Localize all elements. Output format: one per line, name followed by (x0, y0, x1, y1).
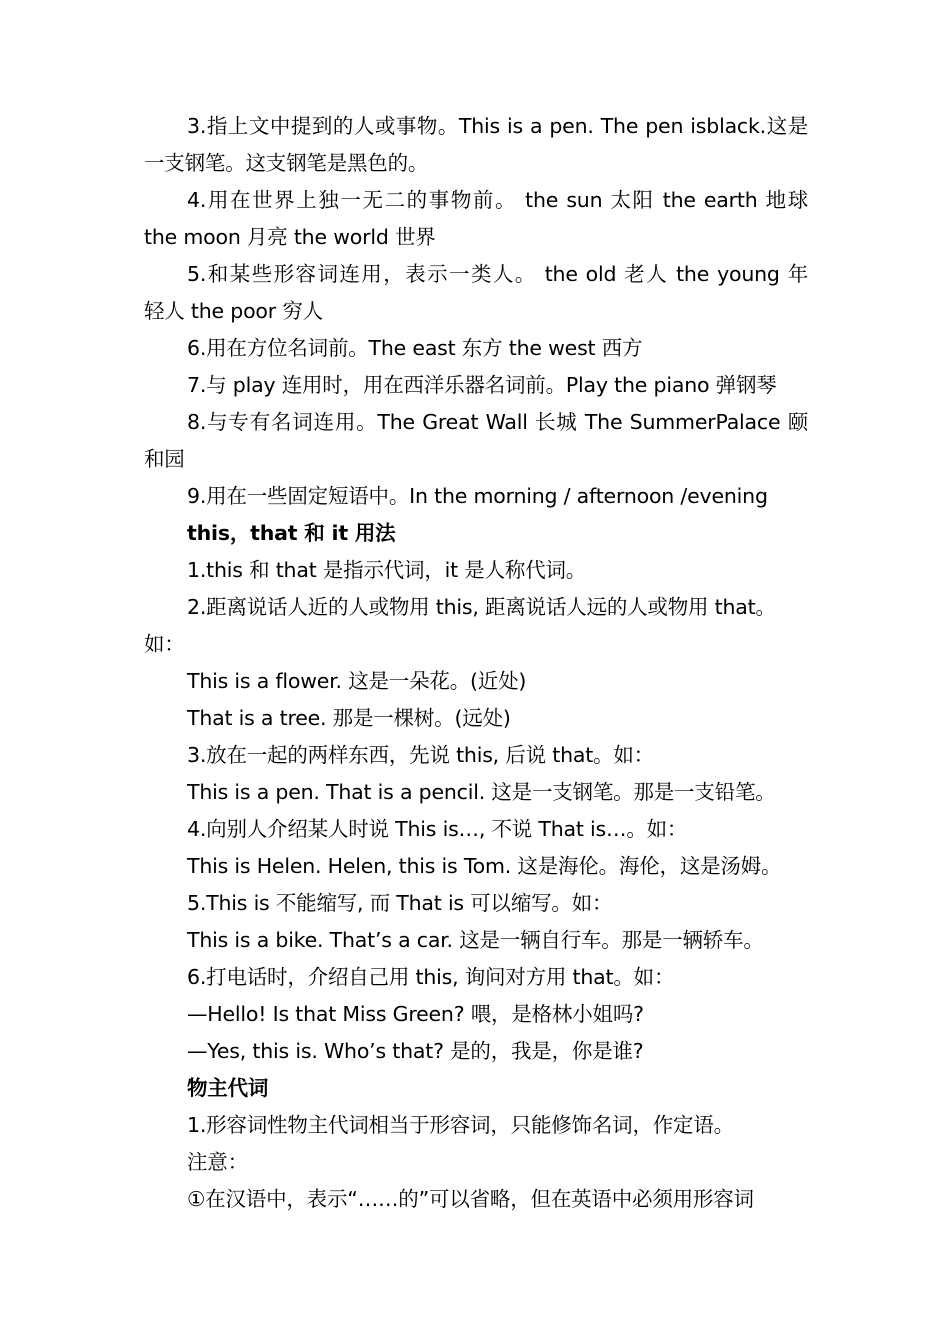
text-line: That is a tree. 那是一棵树。(远处) (187, 706, 511, 730)
text-line: 5.和某些形容词连用，表示一类人。 the old 老人 the young 年 (187, 262, 808, 286)
text-line: 注意： (187, 1150, 248, 1174)
text-line: 3.放在一起的两样东西，先说 this, 后说 that。如： (187, 743, 654, 767)
text-line: 4.向别人介绍某人时说 This is…, 不说 That is…。如： (187, 817, 688, 841)
text-line: 3.指上文中提到的人或事物。This is a pen. The pen isblack.这是 (187, 114, 808, 138)
text-line: 如： (144, 632, 185, 656)
text-line: This is a flower. 这是一朵花。(近处) (187, 669, 527, 693)
text-line: 7.与 play 连用时，用在西洋乐器名词前。Play the piano 弹钢琴 (187, 373, 777, 397)
text-line: 1.形容词性物主代词相当于形容词，只能修饰名词，作定语。 (187, 1113, 734, 1137)
text-line: 一支钢笔。这支钢笔是黑色的。 (144, 151, 429, 175)
text-line: ①在汉语中，表示“……的”可以省略，但在英语中必须用形容词 (187, 1187, 754, 1211)
text-line: 1.this 和 that 是指示代词，it 是人称代词。 (187, 558, 587, 582)
text-line: 6.用在方位名词前。The east 东方 the west 西方 (187, 336, 643, 360)
document-page (144, 108, 808, 1218)
section-heading: 物主代词 (187, 1076, 269, 1100)
text-line: This is a bike. That’s a car. 这是一辆自行车。那是一辆轿车。 (187, 928, 764, 952)
text-line: This is Helen. Helen, this is Tom. 这是海伦。海伦，这是汤姆。 (187, 854, 782, 878)
text-line: the moon 月亮 the world 世界 (144, 225, 436, 249)
text-line: 2.距离说话人近的人或物用 this, 距离说话人远的人或物用 that。 (187, 595, 776, 619)
text-line: 轻人 the poor 穷人 (144, 299, 323, 323)
text-line: 9.用在一些固定短语中。In the morning / afternoon /evening (187, 484, 768, 508)
text-line: This is a pen. That is a pencil. 这是一支钢笔。那是一支铅笔。 (187, 780, 776, 804)
text-line: 5.This is 不能缩写, 而 That is 可以缩写。如： (187, 891, 613, 915)
text-line: 4.用在世界上独一无二的事物前。 the sun 太阳 the earth 地球 (187, 188, 808, 212)
text-line: 8.与专有名词连用。The Great Wall 长城 The SummerPalace 颐 (187, 410, 808, 434)
text-line: 6.打电话时，介绍自己用 this, 询问对方用 that。如： (187, 965, 675, 989)
text-line: —Yes, this is. Who’s that? 是的，我是，你是谁? (187, 1039, 644, 1063)
text-line: —Hello! Is that Miss Green? 喂，是格林小姐吗? (187, 1002, 644, 1026)
section-heading: this，that 和 it 用法 (187, 521, 396, 545)
text-line: 和园 (144, 447, 185, 471)
